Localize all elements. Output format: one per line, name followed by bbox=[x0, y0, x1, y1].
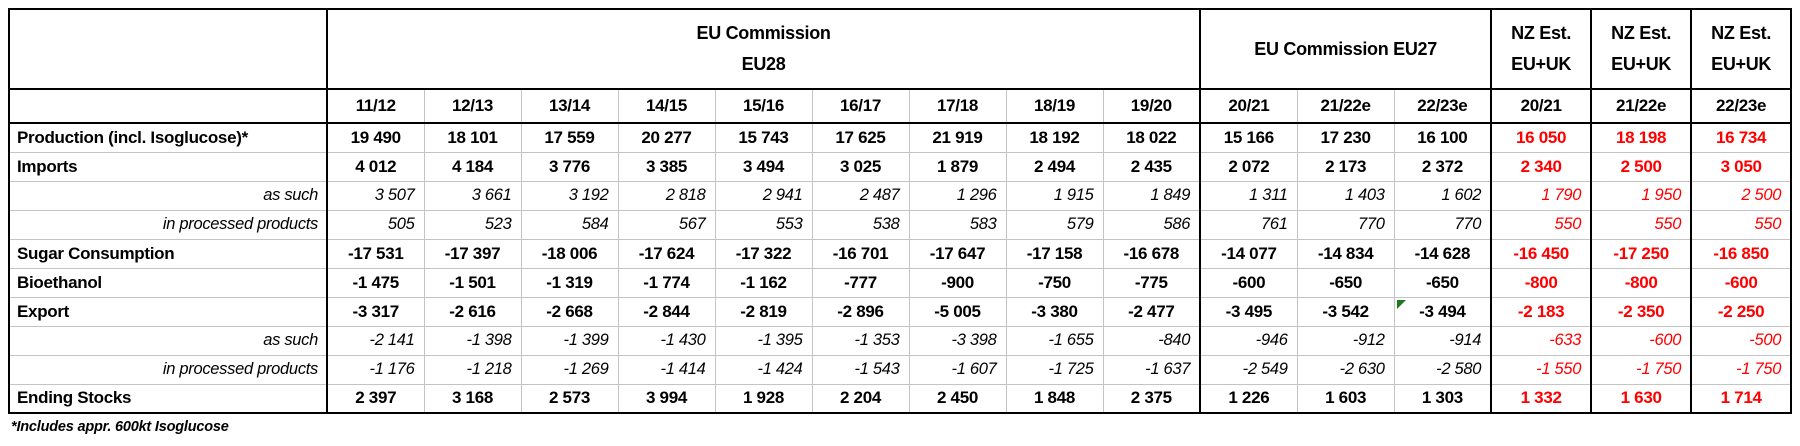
table-cell: 2 375 bbox=[1103, 384, 1200, 413]
table-cell: -840 bbox=[1103, 326, 1200, 355]
table-cell: -650 bbox=[1297, 268, 1394, 297]
table-cell: -14 077 bbox=[1200, 239, 1297, 268]
table-cell: -3 317 bbox=[327, 297, 424, 326]
table-cell: -2 616 bbox=[424, 297, 521, 326]
table-cell: 1 603 bbox=[1297, 384, 1394, 413]
table-cell: -800 bbox=[1591, 268, 1691, 297]
table-row bbox=[9, 297, 1791, 326]
table-cell: 1 226 bbox=[1200, 384, 1297, 413]
table-cell: 18 101 bbox=[424, 123, 521, 152]
table-cell: 770 bbox=[1297, 210, 1394, 239]
table-cell: -1 750 bbox=[1591, 355, 1691, 384]
table-cell: 584 bbox=[521, 210, 618, 239]
col-header-year: 14/15 bbox=[618, 89, 715, 123]
table-cell: 2 941 bbox=[715, 181, 812, 210]
year-header-row bbox=[9, 89, 1791, 123]
row-label: Imports bbox=[9, 152, 327, 181]
table-cell: -2 350 bbox=[1591, 297, 1691, 326]
table-cell: 579 bbox=[1006, 210, 1103, 239]
table-cell: -17 322 bbox=[715, 239, 812, 268]
table-cell: -17 158 bbox=[1006, 239, 1103, 268]
table-cell: 1 303 bbox=[1394, 384, 1491, 413]
group-title-line1: NZ Est. bbox=[1711, 23, 1772, 44]
table-cell: 567 bbox=[618, 210, 715, 239]
row-label: in processed products bbox=[9, 210, 327, 239]
table-cell: -750 bbox=[1006, 268, 1103, 297]
table-cell: 761 bbox=[1200, 210, 1297, 239]
table-cell: -16 450 bbox=[1491, 239, 1591, 268]
group-header-nz-est-1 bbox=[1491, 9, 1591, 89]
table-cell: -1 501 bbox=[424, 268, 521, 297]
row-label: Production (incl. Isoglucose)* bbox=[9, 123, 327, 152]
table-cell: 4 184 bbox=[424, 152, 521, 181]
table-cell: -1 319 bbox=[521, 268, 618, 297]
table-cell: -2 549 bbox=[1200, 355, 1297, 384]
table-cell: 505 bbox=[327, 210, 424, 239]
table-cell: -17 647 bbox=[909, 239, 1006, 268]
table-cell: -777 bbox=[812, 268, 909, 297]
col-header-year: 22/23e bbox=[1394, 89, 1491, 123]
table-cell: 1 849 bbox=[1103, 181, 1200, 210]
group-header-row bbox=[9, 9, 1791, 89]
table-cell: 553 bbox=[715, 210, 812, 239]
table-cell: -1 655 bbox=[1006, 326, 1103, 355]
table-cell: 1 790 bbox=[1491, 181, 1591, 210]
table-cell: -3 494 bbox=[1394, 297, 1491, 326]
row-label: Export bbox=[9, 297, 327, 326]
group-title-line1: EU Commission bbox=[696, 23, 831, 44]
table-cell: -3 398 bbox=[909, 326, 1006, 355]
table-cell: -1 774 bbox=[618, 268, 715, 297]
table-cell: 538 bbox=[812, 210, 909, 239]
table-cell: 3 494 bbox=[715, 152, 812, 181]
table-cell: -1 750 bbox=[1691, 355, 1791, 384]
col-header-year: 16/17 bbox=[812, 89, 909, 123]
table-cell: 583 bbox=[909, 210, 1006, 239]
table-cell: 586 bbox=[1103, 210, 1200, 239]
table-cell: 1 950 bbox=[1591, 181, 1691, 210]
table-cell: -946 bbox=[1200, 326, 1297, 355]
table-row bbox=[9, 239, 1791, 268]
table-row bbox=[9, 268, 1791, 297]
table-cell: 16 734 bbox=[1691, 123, 1791, 152]
table-cell: -17 531 bbox=[327, 239, 424, 268]
table-cell: 18 192 bbox=[1006, 123, 1103, 152]
table-cell: -18 006 bbox=[521, 239, 618, 268]
table-cell: 2 340 bbox=[1491, 152, 1591, 181]
table-cell: 2 573 bbox=[521, 384, 618, 413]
table-cell: 2 397 bbox=[327, 384, 424, 413]
table-cell: -16 701 bbox=[812, 239, 909, 268]
group-title-line1: NZ Est. bbox=[1511, 23, 1572, 44]
table-cell: 3 994 bbox=[618, 384, 715, 413]
table-cell: 1 311 bbox=[1200, 181, 1297, 210]
table-cell: -914 bbox=[1394, 326, 1491, 355]
table-cell: -1 269 bbox=[521, 355, 618, 384]
table-cell: -2 819 bbox=[715, 297, 812, 326]
table-cell: -16 678 bbox=[1103, 239, 1200, 268]
table-cell: 2 372 bbox=[1394, 152, 1491, 181]
col-header-year: 21/22e bbox=[1297, 89, 1394, 123]
table-cell: -16 850 bbox=[1691, 239, 1791, 268]
table-cell: 770 bbox=[1394, 210, 1491, 239]
col-header-year: 21/22e bbox=[1591, 89, 1691, 123]
table-cell: -650 bbox=[1394, 268, 1491, 297]
table-cell: -5 005 bbox=[909, 297, 1006, 326]
group-header-nz-est-3 bbox=[1691, 9, 1791, 89]
row-label: Sugar Consumption bbox=[9, 239, 327, 268]
table-cell: -633 bbox=[1491, 326, 1591, 355]
table-cell: 19 490 bbox=[327, 123, 424, 152]
table-cell: -1 637 bbox=[1103, 355, 1200, 384]
table-cell: -2 896 bbox=[812, 297, 909, 326]
table-row bbox=[9, 210, 1791, 239]
table-cell: 550 bbox=[1691, 210, 1791, 239]
table-cell: 2 818 bbox=[618, 181, 715, 210]
group-header-nz-est-2 bbox=[1591, 9, 1691, 89]
table-cell: -1 543 bbox=[812, 355, 909, 384]
table-cell: 18 198 bbox=[1591, 123, 1691, 152]
col-header-year: 13/14 bbox=[521, 89, 618, 123]
group-title-line1: EU Commission EU27 bbox=[1254, 38, 1437, 59]
table-cell: -2 844 bbox=[618, 297, 715, 326]
table-cell: 15 743 bbox=[715, 123, 812, 152]
table-cell: -775 bbox=[1103, 268, 1200, 297]
col-header-year: 12/13 bbox=[424, 89, 521, 123]
table-cell: -1 607 bbox=[909, 355, 1006, 384]
table-cell: 3 025 bbox=[812, 152, 909, 181]
table-cell: 1 602 bbox=[1394, 181, 1491, 210]
table-cell: -1 395 bbox=[715, 326, 812, 355]
eu-sugar-balance-table bbox=[8, 8, 1792, 414]
table-cell: 3 661 bbox=[424, 181, 521, 210]
row-label: as such bbox=[9, 181, 327, 210]
table-cell: 2 173 bbox=[1297, 152, 1394, 181]
table-cell: -14 834 bbox=[1297, 239, 1394, 268]
table-cell: -1 414 bbox=[618, 355, 715, 384]
group-title-line2: EU+UK bbox=[1711, 54, 1772, 74]
table-cell: 1 915 bbox=[1006, 181, 1103, 210]
table-cell: -1 550 bbox=[1491, 355, 1591, 384]
table-cell: 3 050 bbox=[1691, 152, 1791, 181]
table-cell: -3 380 bbox=[1006, 297, 1103, 326]
table-row bbox=[9, 181, 1791, 210]
table-body bbox=[9, 123, 1791, 413]
table-cell: 1 928 bbox=[715, 384, 812, 413]
cell-error-flag-icon bbox=[1397, 300, 1406, 309]
table-cell: -14 628 bbox=[1394, 239, 1491, 268]
table-row bbox=[9, 152, 1791, 181]
table-cell: -1 353 bbox=[812, 326, 909, 355]
table-cell: 17 625 bbox=[812, 123, 909, 152]
table-cell: -600 bbox=[1200, 268, 1297, 297]
table-cell: 16 050 bbox=[1491, 123, 1591, 152]
table-cell: 3 168 bbox=[424, 384, 521, 413]
table-cell: -2 630 bbox=[1297, 355, 1394, 384]
table-row bbox=[9, 123, 1791, 152]
row-label: Ending Stocks bbox=[9, 384, 327, 413]
table-cell: 1 332 bbox=[1491, 384, 1591, 413]
table-cell: 15 166 bbox=[1200, 123, 1297, 152]
table-cell: -1 725 bbox=[1006, 355, 1103, 384]
col-header-year: 11/12 bbox=[327, 89, 424, 123]
col-header-year: 20/21 bbox=[1491, 89, 1591, 123]
table-cell: -3 542 bbox=[1297, 297, 1394, 326]
table-cell: 3 507 bbox=[327, 181, 424, 210]
table-cell: 1 848 bbox=[1006, 384, 1103, 413]
table-cell: -800 bbox=[1491, 268, 1591, 297]
table-header bbox=[9, 9, 1791, 123]
table-cell: 20 277 bbox=[618, 123, 715, 152]
table-cell: -1 430 bbox=[618, 326, 715, 355]
row-label: in processed products bbox=[9, 355, 327, 384]
table-cell: -2 580 bbox=[1394, 355, 1491, 384]
table-cell: 16 100 bbox=[1394, 123, 1491, 152]
table-cell: -600 bbox=[1591, 326, 1691, 355]
row-label: as such bbox=[9, 326, 327, 355]
table-cell: -2 477 bbox=[1103, 297, 1200, 326]
group-header-eu-commission-eu27 bbox=[1200, 9, 1491, 89]
table-cell: -2 668 bbox=[521, 297, 618, 326]
table-cell: 550 bbox=[1591, 210, 1691, 239]
table-cell: -1 398 bbox=[424, 326, 521, 355]
table-cell: -1 218 bbox=[424, 355, 521, 384]
table-cell: 4 012 bbox=[327, 152, 424, 181]
table-cell: 1 630 bbox=[1591, 384, 1691, 413]
corner-cell bbox=[9, 89, 327, 123]
group-title-line2: EU+UK bbox=[1611, 54, 1672, 74]
table-cell: 2 500 bbox=[1691, 181, 1791, 210]
group-title-line1: NZ Est. bbox=[1611, 23, 1672, 44]
group-title-line2: EU28 bbox=[741, 54, 786, 74]
table-cell: 1 714 bbox=[1691, 384, 1791, 413]
group-title-line2: EU+UK bbox=[1511, 54, 1572, 74]
table-cell: 1 879 bbox=[909, 152, 1006, 181]
group-header-eu-commission-eu28 bbox=[327, 9, 1200, 89]
table-cell: 18 022 bbox=[1103, 123, 1200, 152]
table-row bbox=[9, 355, 1791, 384]
col-header-year: 18/19 bbox=[1006, 89, 1103, 123]
table-cell: -2 250 bbox=[1691, 297, 1791, 326]
table-footnote: *Includes appr. 600kt Isoglucose bbox=[11, 419, 229, 435]
corner-cell bbox=[9, 9, 327, 89]
table-cell: -900 bbox=[909, 268, 1006, 297]
table-cell: 3 385 bbox=[618, 152, 715, 181]
col-header-year: 17/18 bbox=[909, 89, 1006, 123]
table-cell: -2 183 bbox=[1491, 297, 1591, 326]
table-cell: 2 072 bbox=[1200, 152, 1297, 181]
table-cell: 2 450 bbox=[909, 384, 1006, 413]
table-cell: -1 475 bbox=[327, 268, 424, 297]
table-cell: -17 624 bbox=[618, 239, 715, 268]
table-cell: -500 bbox=[1691, 326, 1791, 355]
table-cell: 1 296 bbox=[909, 181, 1006, 210]
table-cell: -1 399 bbox=[521, 326, 618, 355]
table-cell: 3 192 bbox=[521, 181, 618, 210]
table-cell: 2 435 bbox=[1103, 152, 1200, 181]
table-cell: 3 776 bbox=[521, 152, 618, 181]
table-cell: 2 500 bbox=[1591, 152, 1691, 181]
table-cell: 21 919 bbox=[909, 123, 1006, 152]
col-header-year: 19/20 bbox=[1103, 89, 1200, 123]
table-cell: -17 397 bbox=[424, 239, 521, 268]
table-cell: 1 403 bbox=[1297, 181, 1394, 210]
table-cell: -1 176 bbox=[327, 355, 424, 384]
table-cell: 2 487 bbox=[812, 181, 909, 210]
table-cell: 523 bbox=[424, 210, 521, 239]
table-cell: -1 162 bbox=[715, 268, 812, 297]
table-cell: -2 141 bbox=[327, 326, 424, 355]
table-row bbox=[9, 326, 1791, 355]
col-header-year: 15/16 bbox=[715, 89, 812, 123]
col-header-year: 22/23e bbox=[1691, 89, 1791, 123]
row-label: Bioethanol bbox=[9, 268, 327, 297]
table-cell: 17 230 bbox=[1297, 123, 1394, 152]
table-cell: 550 bbox=[1491, 210, 1591, 239]
table-cell: -17 250 bbox=[1591, 239, 1691, 268]
col-header-year: 20/21 bbox=[1200, 89, 1297, 123]
table-cell: 2 494 bbox=[1006, 152, 1103, 181]
table-cell: 17 559 bbox=[521, 123, 618, 152]
table-cell: -912 bbox=[1297, 326, 1394, 355]
table-cell: -600 bbox=[1691, 268, 1791, 297]
table-cell: 2 204 bbox=[812, 384, 909, 413]
table-cell: -3 495 bbox=[1200, 297, 1297, 326]
table-cell: -1 424 bbox=[715, 355, 812, 384]
table-row bbox=[9, 384, 1791, 413]
